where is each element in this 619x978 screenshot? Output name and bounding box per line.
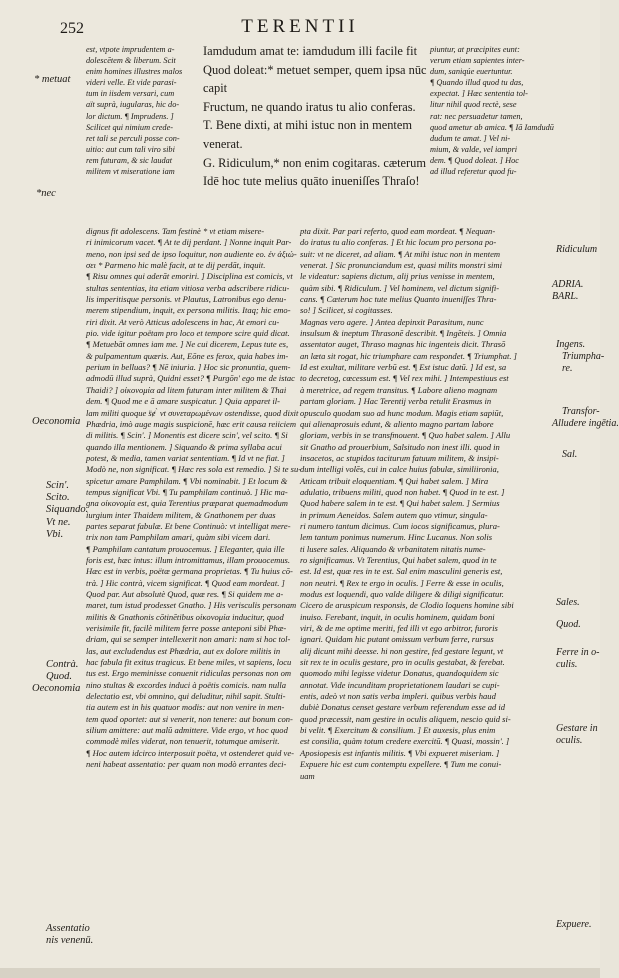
commentary-line: bi velit. ¶ Exercitum & consilium. ] Et auxesis, plus enim xyxy=(300,725,496,736)
commentary-line: Quod habere salem in te est. ¶ Qui habet salem. ] Sermius xyxy=(300,498,500,509)
commentary-line: Magnas vero agere. ] Antea depinxit Parasitum, nunc xyxy=(300,316,484,327)
commentary-line: est, vtpote imprudentem a- xyxy=(86,45,175,54)
page-header xyxy=(0,14,600,38)
margin-note: Ferre in o- xyxy=(556,647,600,658)
commentary-line: las, aut excludendus est Phædria, aut ex dolore militis in xyxy=(86,645,281,656)
margin-note: ADRIA. xyxy=(552,279,584,290)
commentary-line: riri dixit. At verò Atticus adolescens in hac, At emori cu- xyxy=(86,316,280,327)
verse-line: G. Ridiculum,* non enim cogitaras. cæterum xyxy=(203,155,426,170)
commentary-line: Atticam tribuit eloquentiam. ¶ Qui habet salem. ] Mira xyxy=(300,475,489,486)
commentary-line: entis, adeò vt non satis verba impleri. quibus verbis haud xyxy=(300,691,496,702)
commentary-line: Modò ne, non significat. ¶ Hæc res sola est remedio. ] Si te su- xyxy=(86,464,302,475)
commentary-line: quod præcessit, nam gestire in oculis aliquem, nescio quid si- xyxy=(300,713,511,724)
margin-note: *nec xyxy=(36,188,56,199)
margin-note: Oeconomia xyxy=(32,683,81,694)
margin-note: Vbi. xyxy=(46,529,64,540)
commentary-line: dem. ¶ Quod doleat. ] Hoc xyxy=(430,155,519,165)
commentary-line: delectatio est, vbi omnino, qui deluditur, nihil sapit. Stulti- xyxy=(86,691,286,702)
commentary-line: quod ametur ab amica. ¶ Iā Iamdudū xyxy=(430,122,554,132)
page-number: 252 xyxy=(60,20,84,37)
commentary-line: Hæc est in verbis, poëtæ germana proprietas. ¶ Tu huius cō- xyxy=(86,566,293,577)
commentary-line: est. Id est, quæ res in te est. Sal enim masculini generis est, xyxy=(300,566,503,577)
commentary-line: sit rex te in oculis gestare, pro in oculis gestabat, & ferebat. xyxy=(300,657,505,668)
commentary-line: dubiè Donatus censet gestare verbum referendum esse ad id xyxy=(300,702,506,713)
commentary-line: partam gloriam. ] Hac Terentij verba retulit Erasmus in xyxy=(300,396,492,407)
commentary-line: ¶ Hoc autem idcirco interposuit poëta, vt ostenderet quid ve- xyxy=(86,747,294,758)
commentary-line: uitio: aut cum tali viro sibi xyxy=(86,144,175,154)
commentary-line: assentator auget, Thraso magnas hic ingenteis dicit. Thrasō xyxy=(300,339,506,350)
margin-note: Siquando. xyxy=(46,504,89,515)
margin-note: Ingens. xyxy=(556,339,586,350)
commentary-line: Expuere hic est cum contemptu expellere. ¶ Tum me conui- xyxy=(300,759,502,770)
margin-note: Oeconomia xyxy=(32,416,81,427)
commentary-line: to decretog, cœcessum est. ¶ Vel rex mihi. ] Intempestiuus est xyxy=(300,373,509,384)
commentary-line: insacetos, ac stupidos taciturum fatuum militem, & insipi- xyxy=(300,452,499,463)
commentary-line: inuiso. Ferebant, inquit, in oculis hominem, quidam boni xyxy=(300,611,495,622)
commentary-line: suit: vt ne diceret, ad aliam. ¶ At mihi istuc non in mentem xyxy=(300,248,501,259)
commentary-line: ¶ Pamphilam cantatum prouocemus. ] Eleganter, quia ille xyxy=(86,543,285,554)
commentary-line: Aposiopesis est infantis militis. ¶ Vbi expueret miseriam. ] xyxy=(300,747,500,758)
margin-note: Scin'. xyxy=(46,480,69,491)
margin-note: re. xyxy=(562,363,573,374)
running-title: TERENTII xyxy=(241,16,359,37)
commentary-line: opusculo quodam suo ad hunc modum. Magis etiam sapiūt, xyxy=(300,407,504,418)
commentary-line: Id est exultat, militare verbū est. ¶ Est istuc datū. ] Id est, sa xyxy=(300,362,507,373)
commentary-line: σει * Parmeno hic malè facit, at te dij perdāt, inquit. xyxy=(86,260,266,271)
commentary-line: in primum Aeneidos. Salem autem quo vtimur, singula- xyxy=(300,509,488,520)
commentary-line: gna οἰκονομία est, quia Terentius præparat quemadmodum xyxy=(86,498,288,509)
verse-line: Iamdudum amat te: iamdudum illi facile fit xyxy=(203,44,418,58)
commentary-line: expectat. ] Hæc sententia tol- xyxy=(430,89,528,99)
commentary-line: dum, saniqúe euertuntur. xyxy=(430,67,513,77)
commentary-line: admodū illud suprà, Quidni esset? ¶ Purgōn' ego me de istac xyxy=(86,373,295,384)
commentary-line: ignari. Quidam hic putant omissum verbum ferre, rursus xyxy=(300,634,494,645)
verse-line: venerat. xyxy=(203,136,243,151)
commentary-line: partes separat fabulæ. Et bene Continuò: vt intelligat mere- xyxy=(86,520,291,531)
commentary-line: ad illud referetur quod fu- xyxy=(430,167,517,177)
commentary-line: an læta sit rogat, hic triumphare cam respondet. ¶ Triumphat. ] xyxy=(300,350,517,361)
margin-note: Alludere ingētia. xyxy=(552,418,619,429)
commentary-line: dignus fit adolescens. Tam festinè * vt etiam misere- xyxy=(86,226,265,236)
commentary-line: di militis. ¶ Scin'. ] Monentis est dicere scin', vel scito. ¶ Si xyxy=(86,430,288,441)
commentary-line: Cicero de aruspicum responsis, de Clodio loquens homine sibi xyxy=(300,600,514,611)
commentary-line: ¶ Risu omnes qui aderāt emoriri. ] Disciplina est comicis, vt xyxy=(86,271,293,282)
commentary-line: maret, tum istud prodesset Gnatho. ] His verisculis personam xyxy=(86,600,297,611)
margin-note: BARL. xyxy=(552,291,579,302)
margin-note: Contrà. xyxy=(46,659,79,670)
commentary-line: merem stipendium, inquit, ex persona militis. Itaq; hic emo- xyxy=(86,305,291,316)
commentary-line: tus est. Ergo meminisse conuenit ridiculas personas non om xyxy=(86,668,292,679)
margin-note: Triumpha- xyxy=(562,351,605,362)
commentary-line: lem tantum ponimus numerum. Hinc Lucanus. Non solis xyxy=(300,532,493,543)
verse-line: T. Bene dixti, at mihi istuc non in mentem xyxy=(203,118,413,133)
margin-note: Sales. xyxy=(556,597,580,608)
commentary-line: ret tali se perculi posse con- xyxy=(86,133,180,143)
commentary-line: gloriam, verbis in se transfmouent. ¶ Quo habet salem. ] Allu xyxy=(300,430,511,441)
commentary-line: videri velle. Et vide parasi- xyxy=(86,78,177,88)
commentary-line: trix non tam Pamphilam amari, quàm sibi vicem dari. xyxy=(86,532,271,543)
commentary-left-block xyxy=(86,44,202,177)
commentary-line: driam, qui se semper intellexerit non amari: nam si hoc tol- xyxy=(86,634,291,645)
commentary-line: trà. ] Hic contrà, vicem significat. ¶ Quod eam mordeat. ] xyxy=(86,577,285,588)
margin-note: Ridiculum xyxy=(556,244,598,255)
commentary-line: dem. ¶ Quod me e ā amare suspicatur. ] Quia apparet il- xyxy=(86,396,280,407)
commentary-line: lor dictum. ¶ Imprudens. ] xyxy=(86,111,174,121)
commentary-line: ro significamus. Vt Terentius, Qui habet salem, quod in te xyxy=(300,554,497,565)
commentary-line: lis imperitisque personis. vt Plautus, Latronibus ego denu- xyxy=(86,294,287,305)
commentary-line: litur nihil quod rectè, sese xyxy=(430,100,517,110)
commentary-line: tum in iisdem versari, cum xyxy=(86,89,175,99)
margin-note: Quod. xyxy=(556,619,581,630)
commentary-line: perium in belluas? ¶ Nē iniuria. ] Hoc sic pronuntia, quem- xyxy=(86,362,291,373)
commentary-line: adulatio, tribuens militi, quod non habet. ¶ Quod in te est. ] xyxy=(300,486,505,497)
commentary-line: ri numero tantum dicimus. Cum iocos significamus, plura- xyxy=(300,520,500,531)
commentary-line: quàm sibi. ¶ Ridiculum. ] Vel hominem, vel dictum signifi- xyxy=(300,282,500,293)
commentary-line: ¶ Metuebāt omnes iam me. ] Ne cui dicerem, Lepus tute es, xyxy=(86,339,289,350)
commentary-line: verum etiam sapientes inter- xyxy=(430,56,525,66)
commentary-line: do iratus tu alio conferas. ] Et hic locum pro persona po- xyxy=(300,237,497,248)
commentary-line: viri, & de me optime meriti, fed illi vt ego arbitror, furoris xyxy=(300,623,498,634)
commentary-line: tempus significat Vbi. ¶ Tu pamphilam continuò. ] Hic ma- xyxy=(86,486,288,497)
commentary-line: alij dicunt mihi deesse. hi non gestire, fed gestare legunt, vt xyxy=(300,645,504,656)
commentary-line: Quod par. Aut absolutè Quod, quæ res. ¶ Si quidem me a- xyxy=(86,589,284,599)
margin-note: nis venenū. xyxy=(46,935,94,946)
commentary-line: hac fabula fit exitus tragicus. Et bene miles, vt sapiens, locu xyxy=(86,657,292,668)
commentary-line: foris est, hæc intus: illum intromittamus, illam prouocemus. xyxy=(86,554,291,565)
commentary-line: mium, & valde, vel iampri xyxy=(430,144,518,154)
margin-note: * metuat xyxy=(34,74,71,85)
commentary-line: meno, non ipsi sed de ipso loquitur, non audiente eo. ἐν ἀξιώ- xyxy=(86,248,297,259)
commentary-line: quando illa mentionem. ] Siquando & prima syllaba acui xyxy=(86,441,282,452)
commentary-line: rat: nec persuadetur tamen, xyxy=(430,111,523,121)
commentary-line: insulsum & ineptum Thrasonē describit. ¶ Ingēteis. ] Omnia xyxy=(300,328,507,339)
commentary-line: annotat. Vide incunditam proprietationem laudari se cupi- xyxy=(300,679,500,690)
margin-note: Quod. xyxy=(46,671,72,682)
commentary-line: lam militi quoque s̈ɇ ̀ vt συνεταρωμένων ostendisse, quod dixit xyxy=(86,407,299,418)
commentary-line: dum intelligi volēs, cui in calce huius fabulæ, similiironia, xyxy=(300,464,499,475)
commentary-line: nino stultas & excordes induci à poëtis comicis. nam nulla xyxy=(86,679,287,690)
margin-note: Sal. xyxy=(562,449,578,460)
commentary-column-left xyxy=(86,226,302,771)
commentary-line: sit Gnatho ad prouerbium, Salsitudo non inest illi. quod in xyxy=(300,441,500,452)
margin-note: Scito. xyxy=(46,492,70,503)
commentary-line: est consilia, quàm totum credere exercitū. ¶ Quasi, mossin'. ] xyxy=(300,736,510,747)
margin-note: Gestare in xyxy=(556,723,598,734)
commentary-line: potest, & media, tamen variat sententiam. ¶ Id vt ne fiat. ] xyxy=(86,452,285,463)
commentary-line: dolescētem & liberum. Scit xyxy=(86,56,176,66)
commentary-line: uam xyxy=(300,770,315,781)
commentary-line: ri inimicorum vacet. ¶ At te dij perdant. ] Nonne inquit Par- xyxy=(86,237,292,248)
verse-line: Idē hoc tute melius quāto inueniſſes Thraſo! xyxy=(203,174,420,189)
commentary-line: so! ] Scilicet, si cogitasses. xyxy=(300,305,393,316)
commentary-line: modus est loquendi, quo valde diligere & diligi significatur. xyxy=(300,589,504,599)
commentary-line: quomodo mihi legisse videtur Donatus, quandoquidem sic xyxy=(300,668,499,679)
commentary-line: commodè miles viderat, non tenuerit, totumque amiserit. xyxy=(86,736,280,747)
commentary-line: le videatur: sapiens dictum, alij prius venisse in mentem, xyxy=(300,271,495,282)
commentary-line: piuntur, at præcipites eunt: xyxy=(430,45,520,54)
play-text-block xyxy=(203,42,428,191)
commentary-line: tia autem est in his quatuor modis: aut non venire in men- xyxy=(86,702,285,713)
commentary-line: rem futuram, & sic laudat xyxy=(86,155,173,165)
commentary-line: tem quod oportet: aut si venerit, non tenere: aut bonum con- xyxy=(86,713,293,724)
commentary-line: pio. vide igitur poëtam pro loco et tempore scire quid dicat. xyxy=(86,328,290,339)
commentary-line: silium amittere: aut malū admittere. Vide ergo, vt hoc quod xyxy=(86,725,288,736)
commentary-column-right xyxy=(300,226,562,782)
commentary-line: verisimile fit, facilè militem ferre posse anteponi sibi Phæ- xyxy=(86,623,287,634)
commentary-line: ti lusere sales. Aliquando & vrbanitatem nitatis nume- xyxy=(300,543,486,554)
margin-note: Transfor- xyxy=(562,406,600,417)
margin-note: oculis. xyxy=(556,735,583,746)
commentary-line: militis & Gnathonis cōtinētibus οἰκονομία inducitur, quod xyxy=(86,611,284,622)
commentary-line: dudum te amat. ] Vel ni- xyxy=(430,133,511,143)
commentary-line: spicetur amare Pamphilam. ¶ Vbi nominabit. ] Et locum & xyxy=(86,475,288,486)
commentary-right-block xyxy=(430,44,556,177)
commentary-line: pta dixit. Par pari refertο, quod eam mordeat. ¶ Nequan- xyxy=(300,226,496,236)
commentary-line: qui alienaprosuis edunt, & aliento magno partam labore xyxy=(300,418,494,429)
page-bottom-edge xyxy=(0,968,600,978)
commentary-line: à meretrice, ad regem transitus. ¶ Labore alieno magnam xyxy=(300,384,498,395)
commentary-line: venerat. ] Sic pronunciandum est, quasi milits monstri simi xyxy=(300,260,502,271)
commentary-line: neni habeat assentatio: per quam non modò errantes deci- xyxy=(86,759,287,770)
commentary-line: Scilicet qui nimium crede- xyxy=(86,122,174,132)
commentary-line: aït suprà, iugularas, hic do- xyxy=(86,100,180,110)
commentary-line: Thaidi? ] οἰκονομία ad litem futuram inter militem & Thai xyxy=(86,384,287,395)
commentary-line: stultas sententias, ita etiam vitiosa verba adscribere ridicu- xyxy=(86,282,290,293)
commentary-line: ¶ Quando illud quod tu das, xyxy=(430,78,524,88)
margin-note: Assentatio xyxy=(46,923,90,934)
margin-note: Expuere. xyxy=(556,919,592,930)
commentary-line: iurgium inter Thaidem militem, & Gnathonem per duas xyxy=(86,509,276,520)
verse-line: Fructum, ne quando iratus tu alio conferas. xyxy=(203,99,416,114)
verse-line: Quod doleat:* metuet semper, quem ipsa nūc xyxy=(203,62,427,77)
verse-line: capit xyxy=(203,81,228,96)
commentary-line: cans. ¶ Cæterum hoc tute melius Quanto inueniſſes Thra- xyxy=(300,294,497,305)
commentary-line: Phædria, imò auge magis suspicionē, hæc erit causa reiiciem xyxy=(86,418,297,429)
commentary-line: enim homines illustres malos xyxy=(86,67,183,77)
commentary-line: & pulpamentum quæris. Aut, Eōne es ferox, quia habes im- xyxy=(86,350,289,361)
commentary-line: militem vt miseratione iam xyxy=(86,167,175,177)
margin-note: Vt ne. xyxy=(46,517,71,528)
commentary-line: non neutri. ¶ Rex te ergo in oculis. ] Ferre & esse in oculis, xyxy=(300,577,504,588)
margin-note: culis. xyxy=(556,659,578,670)
